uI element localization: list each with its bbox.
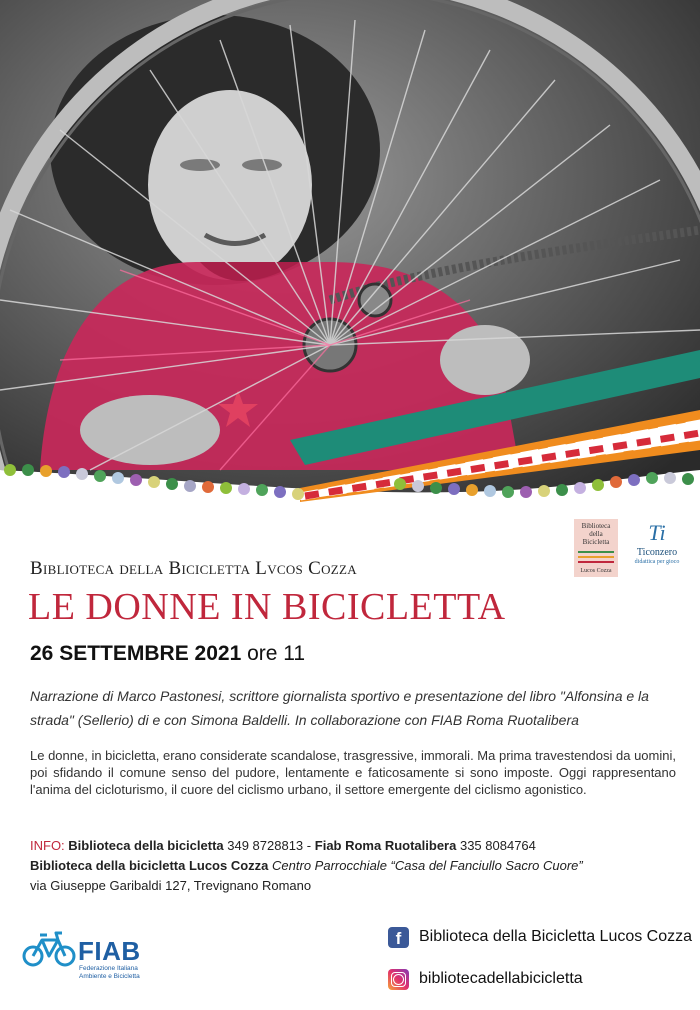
- logo-stripe: [578, 561, 614, 563]
- info-address: via Giuseppe Garibaldi 127, Trevignano Romano: [30, 878, 312, 893]
- partner-logos: [570, 517, 695, 582]
- instagram-link[interactable]: [388, 968, 692, 990]
- social-links: [388, 926, 692, 1010]
- instagram-handle: bibliotecadellabicicletta: [419, 970, 583, 987]
- info-venue-name: Biblioteca della bicicletta Lucos Cozza: [30, 858, 269, 873]
- info-label: INFO:: [30, 838, 65, 853]
- fiab-tagline-line: Federazione Italiana: [79, 965, 138, 972]
- facebook-handle: Biblioteca della Bicicletta Lucos Cozza: [419, 928, 693, 945]
- event-date-time: ore 11: [247, 642, 306, 665]
- ticonzero-name: Ticonzero: [636, 547, 678, 558]
- event-date-day: 26 SETTEMBRE 2021: [30, 642, 242, 665]
- biblioteca-logo-line: Biblioteca: [581, 522, 611, 530]
- fiab-name: FIAB: [78, 936, 141, 966]
- facebook-link[interactable]: [388, 926, 692, 948]
- logo-stripe: [578, 551, 614, 553]
- fiab-tagline-line: Ambiente e Bicicletta: [79, 972, 140, 980]
- event-date: [30, 642, 305, 666]
- info-separator: -: [306, 838, 312, 853]
- event-lead: Narrazione di Marco Pastonesi, scrittore giornalista sportivo e presentazione del libro "Alfonsina e la strada" (Sellerio) di e con Simona Baldelli. In collaborazione con FIAB Roma Ruotalibera: [30, 688, 649, 728]
- bicycle-icon: [22, 926, 76, 970]
- info-venue: [30, 856, 583, 876]
- event-description: Le donne, in bicicletta, erano considerate scandalose, trasgressive, immorali. Ma prima travestendosi da uomini, poi sfidando il comune senso del pudore, lentamente e faticosamente si sono imposte. Oggi rappresentano l'anima del cicloturismo, il cuore del ciclismo urbano, il settore emergente del ciclismo agonistico.: [30, 748, 676, 798]
- info-phone2: 335 8084764: [459, 838, 536, 853]
- info-block: [30, 836, 583, 896]
- ticonzero-mark-icon: Ti: [648, 520, 666, 545]
- info-phone1: 349 8728813: [227, 838, 304, 853]
- ticonzero-logo: [622, 519, 692, 577]
- facebook-icon: f: [388, 927, 409, 948]
- biblioteca-logo-line: della: [589, 530, 603, 538]
- organizer-subtitle: Biblioteca della Bicicletta Lvcos Cozza: [30, 558, 357, 579]
- ticonzero-sub: didattica per gioco: [634, 559, 680, 565]
- biblioteca-logo: [574, 519, 618, 577]
- biblioteca-logo-line: Bicicletta: [582, 538, 610, 546]
- instagram-icon: [388, 969, 409, 990]
- fiab-tagline: [79, 965, 140, 980]
- info-org2: Fiab Roma Ruotalibera: [314, 838, 457, 853]
- fiab-logo: [22, 926, 162, 986]
- logo-stripe: [578, 556, 614, 558]
- biblioteca-logo-bottom: Lucos Cozza: [580, 568, 612, 574]
- event-title: LE DONNE IN BICICLETTA: [28, 586, 506, 628]
- info-venue-place: Centro Parrocchiale “Casa del Fanciullo Sacro Cuore”: [272, 858, 583, 873]
- info-org1: Biblioteca della bicicletta: [68, 838, 224, 853]
- info-contacts: [30, 836, 583, 856]
